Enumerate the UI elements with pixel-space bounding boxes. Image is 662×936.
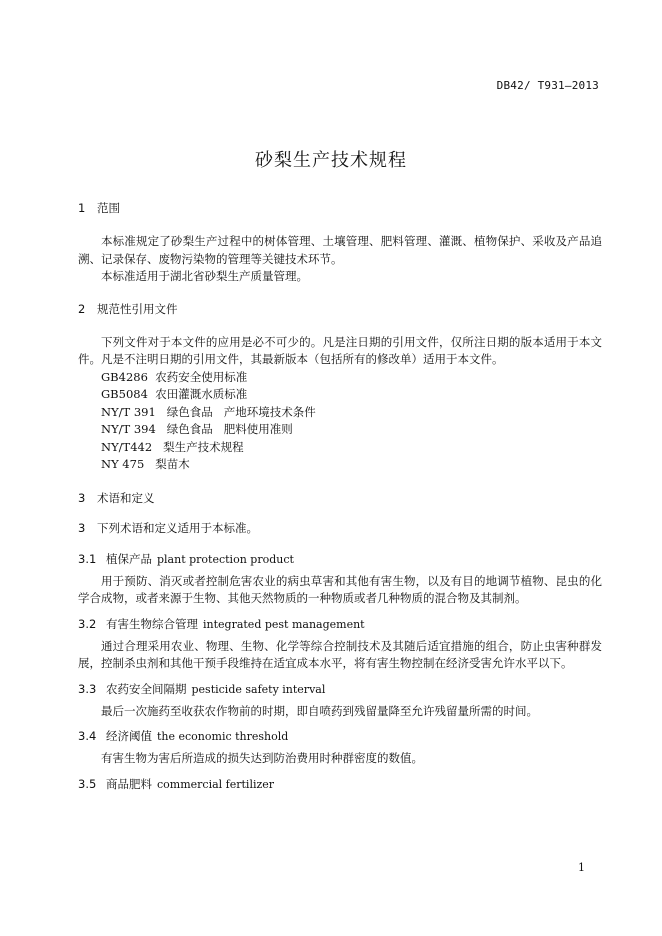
term-chinese: 农药安全间隔期: [106, 681, 187, 696]
section-number: 2: [78, 301, 86, 316]
paragraph: 本标准适用于湖北省砂梨生产质量管理。: [101, 269, 308, 283]
reference-item: NY 475 梨苗木: [101, 457, 190, 471]
document-body: [78, 200, 602, 793]
term-english: pesticide safety interval: [191, 682, 326, 696]
term-heading: [78, 681, 602, 698]
paragraph: 本标准规定了砂梨生产过程中的树体管理、土壤管理、肥料管理、灌溉、植物保护、采收及产品追溯、记录保存、废物污染物的管理等关键技术环节。: [78, 234, 602, 266]
term-definition: 用于预防、消灭或者控制危害农业的病虫草害和其他有害生物，以及有目的地调节植物、昆虫的化学合成物，或者来源于生物、其他天然物质的一种物质或者几种物质的混合物及其制剂。: [78, 573, 602, 605]
section-number: 3: [78, 520, 86, 535]
term-chinese: 有害生物综合管理: [106, 616, 198, 631]
term-definition: 最后一次施药至收获农作物前的时期，即自喷药到残留量降至允许残留量所需的时间。: [101, 703, 538, 718]
term-english: plant protection product: [157, 552, 294, 566]
term-heading: [78, 616, 602, 633]
term-chinese: 经济阈值: [106, 729, 152, 743]
term-number: 3.2: [78, 616, 97, 631]
terms-intro-text: 下列术语和定义适用于本标准。: [97, 520, 258, 535]
section-title: 术语和定义: [97, 490, 155, 505]
standard-code: DB42/ T931—2013: [496, 79, 599, 92]
reference-item: NY/T 391 绿色食品 产地环境技术条件: [101, 404, 316, 419]
document-title: 砂梨生产技术规程: [255, 150, 407, 171]
section-heading-references: [78, 301, 602, 317]
section-heading-scope: [78, 200, 602, 216]
section-number: 1: [78, 201, 86, 215]
term-number: 3.4: [78, 729, 97, 743]
term-heading: [78, 728, 602, 745]
section-number: 3: [78, 490, 86, 505]
section-title: 范围: [97, 201, 120, 215]
term-definition: 有害生物为害后所造成的损失达到防治费用时种群密度的数值。: [101, 751, 423, 765]
section-heading-terms: [78, 490, 602, 506]
term-heading: [78, 551, 602, 568]
term-number: 3.5: [78, 776, 97, 791]
reference-item: NY/T442 梨生产技术规程: [101, 439, 244, 454]
reference-item: GB5084 农田灌溉水质标准: [101, 387, 248, 401]
term-number: 3.3: [78, 681, 97, 696]
reference-item: NY/T 394 绿色食品 肥料使用准则: [101, 422, 293, 436]
term-english: integrated pest management: [203, 617, 365, 631]
reference-item: GB4286 农药安全使用标准: [101, 369, 248, 384]
terms-intro: [78, 520, 602, 536]
page-number: 1: [578, 861, 585, 874]
term-heading: [78, 776, 602, 793]
term-chinese: 商品肥料: [106, 776, 152, 791]
term-english: the economic threshold: [157, 730, 289, 743]
term-chinese: 植保产品: [106, 551, 152, 566]
term-definition: 通过合理采用农业、物理、生物、化学等综合控制技术及其随后适宜措施的组合，防止虫害种群发展，控制杀虫剂和其他干预手段维持在适宜成本水平，将有害生物控制在经济受害允许水平以下。: [78, 638, 602, 670]
paragraph: 下列文件对于本文件的应用是必不可少的。凡是注日期的引用文件，仅所注日期的版本适用于本文件。凡是不注明日期的引用文件，其最新版本（包括所有的修改单）适用于本文件。: [78, 334, 602, 366]
term-number: 3.1: [78, 551, 97, 566]
term-english: commercial fertilizer: [157, 777, 275, 791]
section-title: 规范性引用文件: [97, 301, 178, 316]
